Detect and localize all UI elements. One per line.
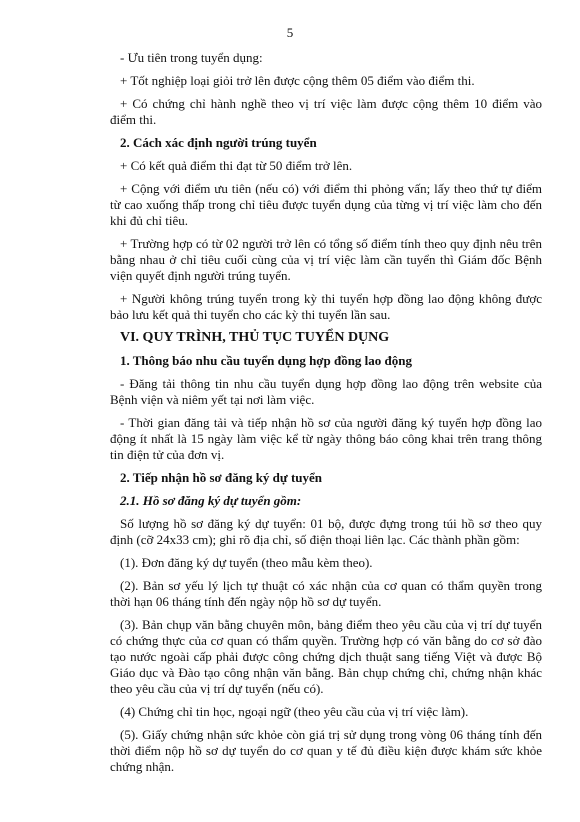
paragraph-announcement-period: - Thời gian đăng tải và tiếp nhận hồ sơ của người đăng ký tuyển hợp đồng lao động ít nhất là 15 ngày làm việc kể từ ngày thông báo công khai trên trang thông tin điện tử của đơn vị. [110, 415, 542, 462]
paragraph-announcement-website: - Đăng tải thông tin nhu cầu tuyển dụng hợp đồng lao động trên website của Bệnh viện và niêm yết tại nơi làm việc. [110, 376, 542, 407]
paragraph-dossier-quantity: Số lượng hồ sơ đăng ký dự tuyển: 01 bộ, được đựng trong túi hồ sơ theo quy định (cỡ 24x33 cm); ghi rõ địa chỉ, số điện thoại liên lạc. Các thành phần gồm: [110, 516, 542, 547]
paragraph-score-ranking: + Cộng với điểm ưu tiên (nếu có) với điểm thi phỏng vấn; lấy theo thứ tự điểm từ cao xuống thấp trong chỉ tiêu được tuyển dụng của từng vị trí việc làm cho đến khi đủ chỉ tiêu. [110, 181, 542, 228]
paragraph-score-threshold: + Có kết quả điểm thi đạt từ 50 điểm trở lên. [120, 158, 353, 173]
paragraph-tie-break: + Trường hợp có từ 02 người trở lên có tổng số điểm tính theo quy định nêu trên bằng nhau ở chỉ tiêu cuối cùng của vị trí việc làm cần tuyển thì Giám đốc Bệnh viện quyết định người trúng tuyển. [110, 236, 542, 283]
paragraph-priority-practice-certificate: + Có chứng chỉ hành nghề theo vị trí việc làm được cộng thêm 10 điểm vào điểm thi. [110, 96, 542, 127]
paragraph-priority-intro: - Ưu tiên trong tuyển dụng: [120, 50, 263, 65]
list-item-curriculum-vitae: (2). Bản sơ yếu lý lịch tự thuật có xác nhận của cơ quan có thẩm quyền trong thời hạn 06 tháng tính đến ngày nộp hồ sơ dự tuyển. [110, 578, 542, 609]
section-heading-recruitment-procedure: VI. QUY TRÌNH, THỦ TỤC TUYỂN DỤNG [120, 330, 390, 345]
page-number: 5 [286, 25, 294, 40]
document-body [110, 50, 542, 782]
list-item-application-form: (1). Đơn đăng ký dự tuyển (theo mẫu kèm theo). [120, 555, 373, 570]
list-item-it-language-certificates: (4) Chứng chỉ tin học, ngoại ngữ (theo yêu cầu của vị trí việc làm). [120, 704, 469, 719]
paragraph-priority-excellent-graduate: + Tốt nghiệp loại giỏi trở lên được cộng thêm 05 điểm vào điểm thi. [120, 73, 475, 88]
heading-announcement: 1. Thông báo nhu cầu tuyển dụng hợp đồng lao động [120, 353, 413, 368]
paragraph-no-reservation: + Người không trúng tuyển trong kỳ thi tuyển hợp đồng lao động không được bảo lưu kết quả thi tuyển cho các kỳ thi tuyển lần sau. [110, 291, 542, 322]
list-item-diploma-copies: (3). Bản chụp văn bằng chuyên môn, bảng điểm theo yêu cầu của vị trí dự tuyển có chứng thực của cơ quan có thẩm quyền. Trường hợp có văn bằng do cơ sở đào tạo nước ngoài cấp phải được công chứng dịch thuật sang tiếng Việt và được Bộ Giáo dục và Đào tạo công nhận văn bằng. Bản chụp chứng chỉ, chứng nhận khác theo yêu cầu của vị trí dự tuyển (nếu có). [110, 617, 542, 696]
subheading-application-dossier: 2.1. Hồ sơ đăng ký dự tuyển gồm: [120, 493, 302, 508]
list-item-health-certificate: (5). Giấy chứng nhận sức khỏe còn giá trị sử dụng trong vòng 06 tháng tính đến thời điểm nộp hồ sơ dự tuyển do cơ quan y tế đủ điều kiện được khám sức khỏe chứng nhận. [110, 727, 542, 774]
heading-winner-determination: 2. Cách xác định người trúng tuyển [120, 135, 317, 150]
heading-application-reception: 2. Tiếp nhận hồ sơ đăng ký dự tuyển [120, 470, 323, 485]
